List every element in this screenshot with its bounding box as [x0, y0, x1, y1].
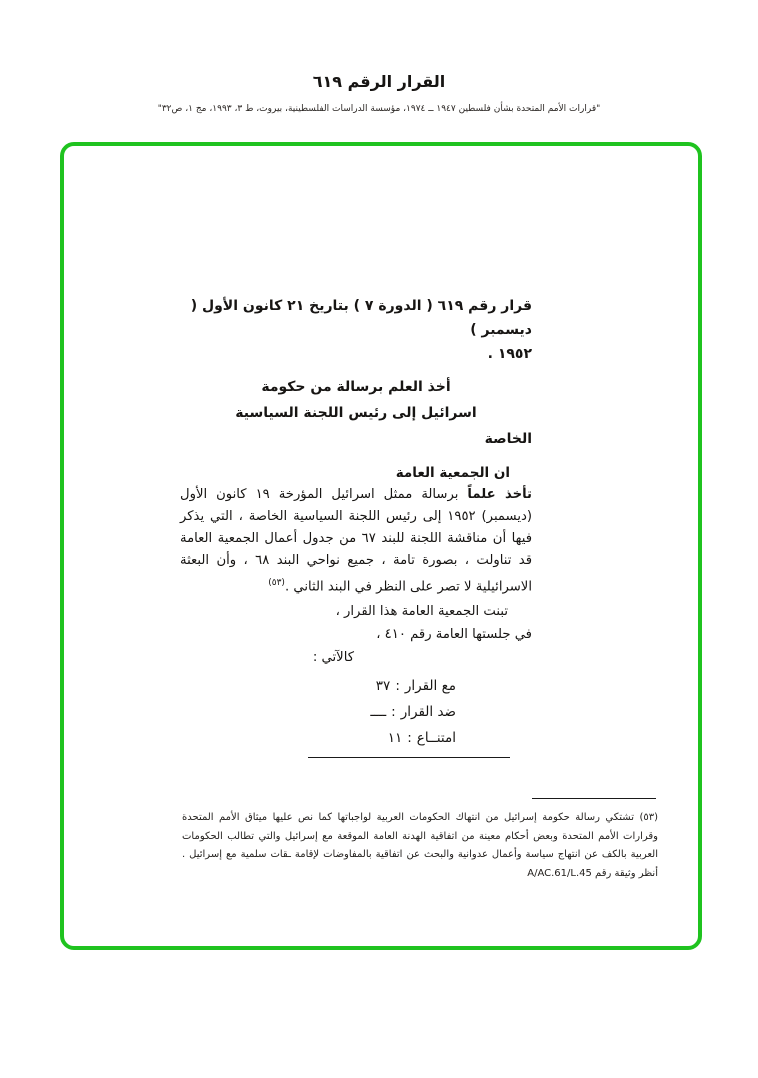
- subject-line-3: الخاصة: [484, 431, 532, 447]
- vote-row-against: [180, 699, 456, 725]
- subject-line-1: أخذ العلم برسالة من حكومة: [261, 379, 451, 395]
- vote-row-abstain: [180, 725, 456, 751]
- resolution-heading-line2: ١٩٥٢ .: [487, 346, 532, 362]
- vote-tally: [180, 673, 532, 751]
- adoption-line-3: كالآتي :: [312, 650, 354, 666]
- footnote-separator: [532, 798, 656, 799]
- vote-abstain-label: امتنــاع: [416, 730, 456, 747]
- footnote-text: (٥٣) تشتكي رسالة حكومة إسرائيل من انتهاك الحكومات العربية لواجباتها كما نص عليها ميثاق الأمم المتحدة وقرارات الأمم المتحدة وبعض أحكام معينة من اتفاقية الهدنة العامة الموقعة مع إسرائيل والتي تطالب الحكومات العربية بالكف عن انتهاج سياسة وأعمال عدوانية والبحث عن اتفاقية بالمفاوضات لإقامة ـقات سلمية مع إسرائيل . أنظر وثيقة رقم A/AC.61/L.45: [182, 812, 658, 879]
- resolution-heading-line1: قرار رقم ٦١٩ ( الدورة ٧ ) بتاريخ ٢١ كانون الأول ( ديسمبر ): [190, 298, 532, 338]
- document-frame: [60, 142, 702, 950]
- page-title: القرار الرقم ٦١٩: [312, 72, 446, 91]
- resolution-body: [180, 484, 532, 598]
- adoption-line-1: تبنت الجمعية العامة هذا القرار ،: [335, 604, 508, 620]
- resolution-heading: [180, 294, 532, 366]
- adoption-statement: [180, 600, 532, 669]
- source-citation: "قرارات الأمم المتحدة بشأن فلسطين ١٩٤٧ ــ ١٩٧٤، مؤسسة الدراسات الفلسطينية، بيروت، ط ٣، ١٩٩٣، مج ١، ص٣٢": [157, 104, 601, 114]
- vote-against-value: ــــ: [370, 704, 387, 721]
- footnote-reference: (٥٣): [268, 578, 285, 588]
- resolution-subject: [180, 374, 532, 452]
- vote-row-for: [180, 673, 456, 699]
- vote-against-label: ضد القرار: [400, 704, 456, 721]
- body-lead: تأخذ علماً: [467, 487, 532, 502]
- vote-abstain-value: ١١: [387, 730, 403, 747]
- resolution-text-column: [180, 294, 532, 758]
- tally-underline: [308, 757, 510, 758]
- adoption-line-2: في جلستها العامة رقم ٤١٠ ،: [376, 627, 532, 643]
- body-text: برسالة ممثل اسرائيل المؤرخة ١٩ كانون الأول (ديسمبر) ١٩٥٢ إلى رئيس اللجنة السياسية الخاصة ، التي يذكر فيها أن مناقشة اللجنة للبند ٦٧ من جدول أعمال الجمعية العامة قد تناولت ، بصورة تامة ، جميع نواحي البند ٦٨ ، وأن البعثة الاسرائيلية لا تصر على النظر في البند الثاني .: [180, 487, 533, 595]
- vote-separator: :: [407, 730, 412, 747]
- vote-separator: :: [391, 704, 396, 721]
- subject-line-2: اسرائيل إلى رئيس اللجنة السياسية: [235, 405, 477, 421]
- vote-for-value: ٣٧: [375, 678, 391, 695]
- vote-separator: :: [395, 678, 400, 695]
- vote-for-label: مع القرار: [404, 678, 456, 695]
- resolution-opening: ان الجمعية العامة: [395, 465, 510, 481]
